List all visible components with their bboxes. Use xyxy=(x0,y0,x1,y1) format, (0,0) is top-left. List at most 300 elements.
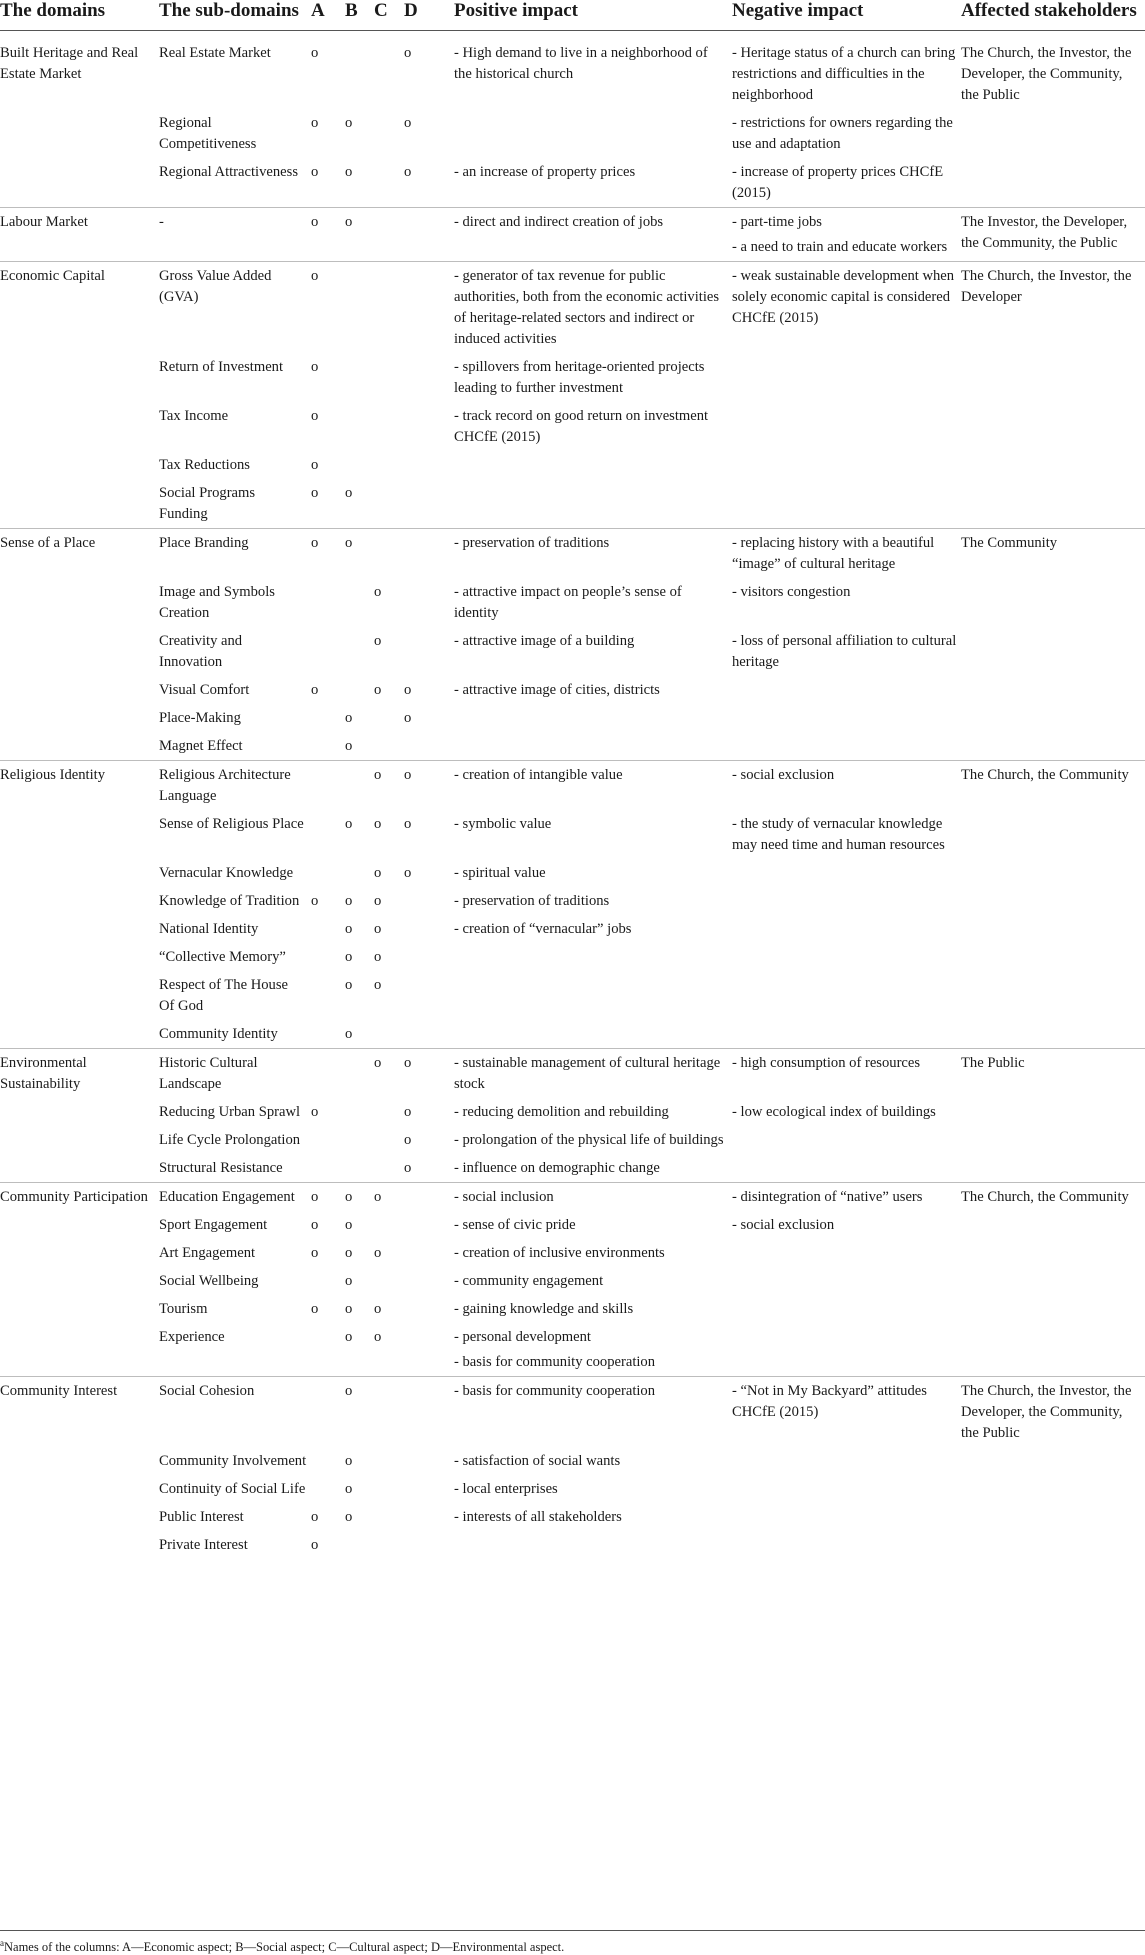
aspect-b-mark: o xyxy=(345,949,353,965)
aspect-a-mark: o xyxy=(311,1245,319,1261)
stakeholders-cell xyxy=(961,1503,1145,1531)
subdomain-cell: Experience xyxy=(159,1329,225,1345)
negative-impact-cell xyxy=(732,1295,961,1323)
aspect-c-mark xyxy=(374,1020,404,1049)
aspect-b-mark: o xyxy=(345,1217,353,1233)
aspect-b-mark xyxy=(345,353,374,402)
table-row xyxy=(0,915,1145,943)
subdomain-cell: Continuity of Social Life xyxy=(159,1481,306,1497)
subdomain-cell: Social Cohesion xyxy=(159,1377,311,1448)
subdomain-cell: Religious Architecture Language xyxy=(159,761,311,811)
positive-impact-cell xyxy=(454,971,732,1020)
aspect-d-mark: o xyxy=(404,1049,454,1099)
header-c: C xyxy=(374,0,404,31)
stakeholders-cell: The Church, the Investor, the Developer, the Community, the Public xyxy=(961,1377,1145,1448)
aspect-b-mark xyxy=(345,859,374,887)
positive-impact-cell xyxy=(454,402,732,451)
subdomain-cell: Art Engagement xyxy=(159,1245,256,1261)
positive-impact-cell xyxy=(454,1531,732,1559)
stakeholders-cell xyxy=(961,158,1145,208)
positive-impact-item: - creation of “vernacular” jobs xyxy=(454,921,632,937)
aspect-b-mark xyxy=(345,676,374,704)
negative-impact-cell xyxy=(732,1447,961,1475)
domain-cell xyxy=(0,1531,159,1559)
aspect-a-mark: o xyxy=(311,1104,319,1120)
domain-cell xyxy=(0,943,159,971)
subdomain-cell: Education Engagement xyxy=(159,1183,311,1212)
negative-impact-cell xyxy=(732,262,961,354)
aspect-b-mark xyxy=(345,578,374,627)
table-body xyxy=(0,31,1145,1560)
aspect-d-mark xyxy=(404,1531,454,1559)
stakeholders-cell xyxy=(961,1239,1145,1267)
subdomain-cell: Life Cycle Prolongation xyxy=(159,1132,301,1148)
aspect-c-mark: o xyxy=(374,865,382,881)
table-row xyxy=(0,158,1145,208)
aspect-c-mark: o xyxy=(374,921,382,937)
table-row xyxy=(0,627,1145,676)
positive-impact-item: - High demand to live in a neighborhood of the historical church xyxy=(454,45,708,82)
aspect-d-mark xyxy=(404,1020,454,1049)
aspect-a-mark xyxy=(311,627,345,676)
domain-cell xyxy=(0,158,159,208)
stakeholders-cell: The Community xyxy=(961,529,1145,579)
negative-impact-cell xyxy=(732,732,961,761)
aspect-c-mark: o xyxy=(374,1329,382,1345)
positive-impact-cell xyxy=(454,810,732,859)
positive-impact-cell xyxy=(454,627,732,676)
aspect-c-mark xyxy=(374,1503,404,1531)
aspect-a-mark: o xyxy=(311,1537,319,1553)
stakeholders-cell xyxy=(961,402,1145,451)
domain-cell: Sense of a Place xyxy=(0,529,159,579)
aspect-a-mark xyxy=(311,1475,345,1503)
aspect-c-mark xyxy=(374,262,404,354)
positive-impact-cell xyxy=(454,353,732,402)
aspect-a-mark: o xyxy=(311,359,319,375)
domain-cell xyxy=(0,676,159,704)
aspect-d-mark xyxy=(404,1295,454,1323)
aspect-a-mark xyxy=(311,1377,345,1448)
domain-cell xyxy=(0,1098,159,1126)
positive-impact-cell xyxy=(454,1020,732,1049)
positive-impact-item: - satisfaction of social wants xyxy=(454,1453,621,1469)
subdomain-cell: Tax Income xyxy=(159,408,229,424)
aspect-a-mark xyxy=(311,1049,345,1099)
stakeholders-cell xyxy=(961,732,1145,761)
aspect-c-mark: o xyxy=(374,1049,404,1099)
subdomain-cell: Community Identity xyxy=(159,1026,278,1042)
positive-impact-cell xyxy=(454,1098,732,1126)
footnote-text: Names of the columns: A—Economic aspect; B—Social aspect; C—Cultural aspect; D—Environmental aspect. xyxy=(4,1940,565,1955)
header-domains: The domains xyxy=(0,0,159,31)
aspect-b-mark xyxy=(345,1154,374,1183)
stakeholders-cell: The Investor, the Developer, the Community, the Public xyxy=(961,208,1145,262)
stakeholders-cell xyxy=(961,676,1145,704)
positive-impact-cell xyxy=(454,732,732,761)
table-row xyxy=(0,1503,1145,1531)
aspect-a-mark xyxy=(311,761,345,811)
stakeholders-cell: The Public xyxy=(961,1049,1145,1099)
aspect-d-mark xyxy=(404,1475,454,1503)
aspect-a-mark xyxy=(311,1126,345,1154)
subdomain-cell: Tax Reductions xyxy=(159,457,250,473)
subdomain-cell: Visual Comfort xyxy=(159,682,250,698)
stakeholders-cell: The Church, the Investor, the Developer xyxy=(961,262,1145,354)
domain-cell xyxy=(0,732,159,761)
aspect-a-mark xyxy=(311,732,345,761)
positive-impact-cell xyxy=(454,1295,732,1323)
positive-impact-cell xyxy=(454,1377,732,1448)
positive-impact-item: - personal development xyxy=(454,1329,591,1345)
table-row xyxy=(0,1475,1145,1503)
aspect-a-mark xyxy=(311,704,345,732)
negative-impact-item: - weak sustainable development when solely economic capital is considered CHCfE (2015) xyxy=(732,268,955,326)
stakeholders-cell xyxy=(961,578,1145,627)
aspect-a-mark: o xyxy=(311,208,345,262)
stakeholders-cell xyxy=(961,1295,1145,1323)
negative-impact-item: - visitors congestion xyxy=(732,584,851,600)
negative-impact-cell xyxy=(732,1267,961,1295)
aspect-a-mark xyxy=(311,1020,345,1049)
aspect-d-mark: o xyxy=(404,1132,412,1148)
negative-impact-cell xyxy=(732,402,961,451)
table-row xyxy=(0,578,1145,627)
aspect-b-mark: o xyxy=(345,1481,353,1497)
negative-impact-cell xyxy=(732,1183,961,1212)
table-row xyxy=(0,402,1145,451)
domain-cell xyxy=(0,859,159,887)
aspect-b-mark: o xyxy=(345,921,353,937)
aspect-a-mark xyxy=(311,810,345,859)
subdomain-cell: Place Branding xyxy=(159,529,311,579)
negative-impact-cell xyxy=(732,1098,961,1126)
positive-impact-cell xyxy=(454,887,732,915)
aspect-c-mark xyxy=(374,31,404,110)
negative-impact-item: - Heritage status of a church can bring restrictions and difficulties in the neighborhood xyxy=(732,45,956,103)
aspect-a-mark: o xyxy=(311,485,319,501)
negative-impact-cell xyxy=(732,479,961,529)
domain-cell xyxy=(0,915,159,943)
positive-impact-item: - community engagement xyxy=(454,1273,604,1289)
subdomain-cell: Community Involvement xyxy=(159,1453,307,1469)
aspect-c-mark: o xyxy=(374,977,382,993)
positive-impact-item: - creation of inclusive environments xyxy=(454,1245,665,1261)
negative-impact-cell xyxy=(732,1239,961,1267)
positive-impact-item: - sense of civic pride xyxy=(454,1217,576,1233)
stakeholders-cell xyxy=(961,627,1145,676)
positive-impact-item: - attractive impact on people’s sense of identity xyxy=(454,584,682,621)
positive-impact-item: - gaining knowledge and skills xyxy=(454,1301,634,1317)
positive-impact-cell xyxy=(454,1447,732,1475)
aspect-c-mark xyxy=(374,529,404,579)
table-row xyxy=(0,31,1145,110)
aspect-b-mark: o xyxy=(345,164,353,180)
aspect-b-mark: o xyxy=(345,1026,353,1042)
stakeholders-cell xyxy=(961,109,1145,158)
positive-impact-item: - prolongation of the physical life of buildings xyxy=(454,1132,724,1148)
negative-impact-cell xyxy=(732,109,961,158)
aspect-a-mark: o xyxy=(311,45,319,61)
subdomain-cell: Structural Resistance xyxy=(159,1160,283,1176)
domain-cell xyxy=(0,451,159,479)
negative-impact-cell xyxy=(732,451,961,479)
negative-impact-item: - disintegration of “native” users xyxy=(732,1189,923,1205)
negative-impact-item: - social exclusion xyxy=(732,1217,835,1233)
subdomain-cell: Respect of The House Of God xyxy=(159,977,289,1014)
stakeholders-cell: The Church, the Community xyxy=(961,761,1145,811)
aspect-a-mark xyxy=(311,1323,345,1377)
aspect-d-mark xyxy=(404,1183,454,1212)
header-affected-stakeholders: Affected stakeholders xyxy=(961,0,1145,31)
positive-impact-cell xyxy=(454,31,732,110)
aspect-a-mark: o xyxy=(311,1217,319,1233)
subdomain-cell: Image and Symbols Creation xyxy=(159,584,275,621)
header-negative-impact: Negative impact xyxy=(732,0,961,31)
aspect-a-mark: o xyxy=(311,115,319,131)
aspect-d-mark xyxy=(404,971,454,1020)
negative-impact-cell xyxy=(732,353,961,402)
negative-impact-cell xyxy=(732,887,961,915)
aspect-d-mark xyxy=(404,479,454,529)
positive-impact-cell xyxy=(454,1475,732,1503)
positive-impact-item: - creation of intangible value xyxy=(454,767,623,783)
domain-cell xyxy=(0,1295,159,1323)
aspect-c-mark xyxy=(374,109,404,158)
stakeholders-cell xyxy=(961,1154,1145,1183)
stakeholders-cell xyxy=(961,971,1145,1020)
domain-cell xyxy=(0,627,159,676)
table-row xyxy=(0,761,1145,811)
stakeholders-cell xyxy=(961,1211,1145,1239)
aspect-c-mark xyxy=(374,208,404,262)
positive-impact-item: - an increase of property prices xyxy=(454,164,636,180)
domain-cell xyxy=(0,353,159,402)
aspect-b-mark: o xyxy=(345,208,374,262)
negative-impact-cell xyxy=(732,208,961,262)
positive-impact-cell xyxy=(454,1211,732,1239)
table-row xyxy=(0,1531,1145,1559)
subdomain-cell: Regional Attractiveness xyxy=(159,164,299,180)
table-row xyxy=(0,1377,1145,1448)
domain-cell: Labour Market xyxy=(0,208,159,262)
domain-cell xyxy=(0,1475,159,1503)
positive-impact-item: - reducing demolition and rebuilding xyxy=(454,1104,669,1120)
header-row xyxy=(0,0,1145,31)
aspect-c-mark: o xyxy=(374,949,382,965)
aspect-b-mark: o xyxy=(345,1377,374,1448)
aspect-b-mark xyxy=(345,1531,374,1559)
table-row xyxy=(0,1211,1145,1239)
aspect-a-mark: o xyxy=(311,1509,319,1525)
aspect-a-mark xyxy=(311,971,345,1020)
stakeholders-cell xyxy=(961,887,1145,915)
aspect-c-mark xyxy=(374,1377,404,1448)
stakeholders-cell xyxy=(961,1126,1145,1154)
table-row xyxy=(0,1154,1145,1183)
negative-impact-cell xyxy=(732,1049,961,1099)
subdomain-cell: Social Wellbeing xyxy=(159,1273,259,1289)
positive-impact-item: - sustainable management of cultural heritage stock xyxy=(454,1055,721,1092)
aspect-c-mark: o xyxy=(374,633,382,649)
aspect-c-mark xyxy=(374,479,404,529)
aspect-b-mark: o xyxy=(345,816,353,832)
stakeholders-cell xyxy=(961,1475,1145,1503)
subdomain-cell: Gross Value Added (GVA) xyxy=(159,262,311,354)
header-subdomains: The sub-domains xyxy=(159,0,311,31)
domain-cell: Built Heritage and Real Estate Market xyxy=(0,45,139,82)
domain-cell xyxy=(0,1154,159,1183)
positive-impact-cell xyxy=(454,529,732,579)
domain-cell: Environmental Sustainability xyxy=(0,1049,159,1099)
aspect-a-mark xyxy=(311,943,345,971)
positive-impact-cell xyxy=(454,859,732,887)
aspect-c-mark xyxy=(374,704,404,732)
subdomain-cell: Magnet Effect xyxy=(159,738,243,754)
positive-impact-item: - direct and indirect creation of jobs xyxy=(454,214,664,230)
stakeholders-cell xyxy=(961,479,1145,529)
header-b: B xyxy=(345,0,374,31)
aspect-a-mark xyxy=(311,1154,345,1183)
domain-cell xyxy=(0,810,159,859)
aspect-d-mark: o xyxy=(404,761,454,811)
table-row xyxy=(0,859,1145,887)
negative-impact-cell xyxy=(732,1211,961,1239)
subdomain-cell: Private Interest xyxy=(159,1537,248,1553)
aspect-b-mark xyxy=(345,1098,374,1126)
negative-impact-item: - increase of property prices CHCfE (2015) xyxy=(732,164,944,201)
aspect-b-mark: o xyxy=(345,1301,353,1317)
stakeholders-cell xyxy=(961,859,1145,887)
subdomain-cell: Tourism xyxy=(159,1301,208,1317)
positive-impact-item: - attractive image of a building xyxy=(454,633,635,649)
aspect-c-mark xyxy=(374,732,404,761)
positive-impact-cell xyxy=(454,761,732,811)
aspect-d-mark xyxy=(404,627,454,676)
positive-impact-item: - basis for community cooperation xyxy=(454,1354,656,1370)
aspect-d-mark: o xyxy=(404,816,412,832)
table-row xyxy=(0,1098,1145,1126)
aspect-d-mark: o xyxy=(404,115,412,131)
aspect-d-mark xyxy=(404,1503,454,1531)
domain-cell: Economic Capital xyxy=(0,262,159,354)
subdomain-cell: Regional Competitiveness xyxy=(159,115,257,152)
aspect-c-mark: o xyxy=(374,584,382,600)
table-row xyxy=(0,1049,1145,1099)
aspect-a-mark xyxy=(311,578,345,627)
subdomain-cell: Historic Cultural Landscape xyxy=(159,1049,311,1099)
domain-cell xyxy=(0,704,159,732)
aspect-d-mark xyxy=(404,1211,454,1239)
aspect-d-mark xyxy=(404,1239,454,1267)
domain-cell xyxy=(0,402,159,451)
positive-impact-cell xyxy=(454,262,732,354)
table-row xyxy=(0,943,1145,971)
aspect-b-mark: o xyxy=(345,1273,353,1289)
negative-impact-cell xyxy=(732,1323,961,1377)
table-row xyxy=(0,1447,1145,1475)
domain-cell xyxy=(0,887,159,915)
aspect-b-mark: o xyxy=(345,1183,374,1212)
aspect-c-mark xyxy=(374,1098,404,1126)
aspect-a-mark: o xyxy=(311,164,319,180)
stakeholders-cell xyxy=(961,810,1145,859)
stakeholders-cell xyxy=(961,1020,1145,1049)
subdomain-cell: National Identity xyxy=(159,921,259,937)
positive-impact-cell xyxy=(454,915,732,943)
aspect-d-mark xyxy=(404,1447,454,1475)
aspect-d-mark xyxy=(404,1267,454,1295)
negative-impact-cell xyxy=(732,1126,961,1154)
aspect-d-mark: o xyxy=(404,1160,412,1176)
table-row xyxy=(0,451,1145,479)
negative-impact-cell xyxy=(732,1475,961,1503)
domain-cell xyxy=(0,109,159,158)
negative-impact-cell xyxy=(732,1154,961,1183)
aspect-c-mark: o xyxy=(374,1245,382,1261)
aspect-d-mark: o xyxy=(404,865,412,881)
positive-impact-item: - symbolic value xyxy=(454,816,552,832)
table-row xyxy=(0,1020,1145,1049)
subdomain-cell: Return of Investment xyxy=(159,359,284,375)
subdomain-cell: - xyxy=(159,208,311,262)
stakeholders-cell: The Church, the Community xyxy=(961,1183,1145,1212)
aspect-b-mark xyxy=(345,1126,374,1154)
positive-impact-cell xyxy=(454,208,732,262)
negative-impact-item: - the study of vernacular knowledge may need time and human resources xyxy=(732,816,945,853)
domain-cell xyxy=(0,1211,159,1239)
aspect-a-mark xyxy=(311,859,345,887)
subdomain-cell: Real Estate Market xyxy=(159,45,271,61)
aspect-c-mark: o xyxy=(374,1301,382,1317)
aspect-b-mark xyxy=(345,451,374,479)
negative-impact-item: - “Not in My Backyard” attitudes CHCfE (2015) xyxy=(732,1383,927,1420)
aspect-d-mark xyxy=(404,1323,454,1377)
stakeholders-cell xyxy=(961,915,1145,943)
aspect-d-mark xyxy=(404,529,454,579)
aspect-d-mark: o xyxy=(404,45,412,61)
aspect-b-mark: o xyxy=(345,1509,353,1525)
negative-impact-cell xyxy=(732,761,961,811)
negative-impact-item: - replacing history with a beautiful “image” of cultural heritage xyxy=(732,535,935,572)
aspect-d-mark: o xyxy=(404,164,412,180)
aspect-d-mark: o xyxy=(404,1104,412,1120)
table-row xyxy=(0,529,1145,579)
aspect-b-mark xyxy=(345,761,374,811)
table-row xyxy=(0,810,1145,859)
aspect-b-mark: o xyxy=(345,529,374,579)
negative-impact-cell xyxy=(732,1531,961,1559)
subdomain-cell: Social Programs Funding xyxy=(159,485,256,522)
aspect-c-mark: o xyxy=(374,816,382,832)
negative-impact-cell xyxy=(732,704,961,732)
aspect-c-mark xyxy=(374,1154,404,1183)
negative-impact-item: - restrictions for owners regarding the use and adaptation xyxy=(732,115,953,152)
aspect-b-mark: o xyxy=(345,738,353,754)
aspect-c-mark xyxy=(374,451,404,479)
aspect-b-mark: o xyxy=(345,1453,353,1469)
subdomain-cell: Reducing Urban Sprawl xyxy=(159,1104,301,1120)
positive-impact-item: - spillovers from heritage-oriented projects leading to further investment xyxy=(454,359,705,396)
table-row xyxy=(0,704,1145,732)
stakeholders-cell xyxy=(961,704,1145,732)
aspect-a-mark: o xyxy=(311,1301,319,1317)
stakeholders-cell xyxy=(961,1323,1145,1377)
negative-impact-cell xyxy=(732,1503,961,1531)
aspect-b-mark: o xyxy=(345,115,353,131)
aspect-d-mark xyxy=(404,915,454,943)
positive-impact-cell xyxy=(454,1323,732,1377)
